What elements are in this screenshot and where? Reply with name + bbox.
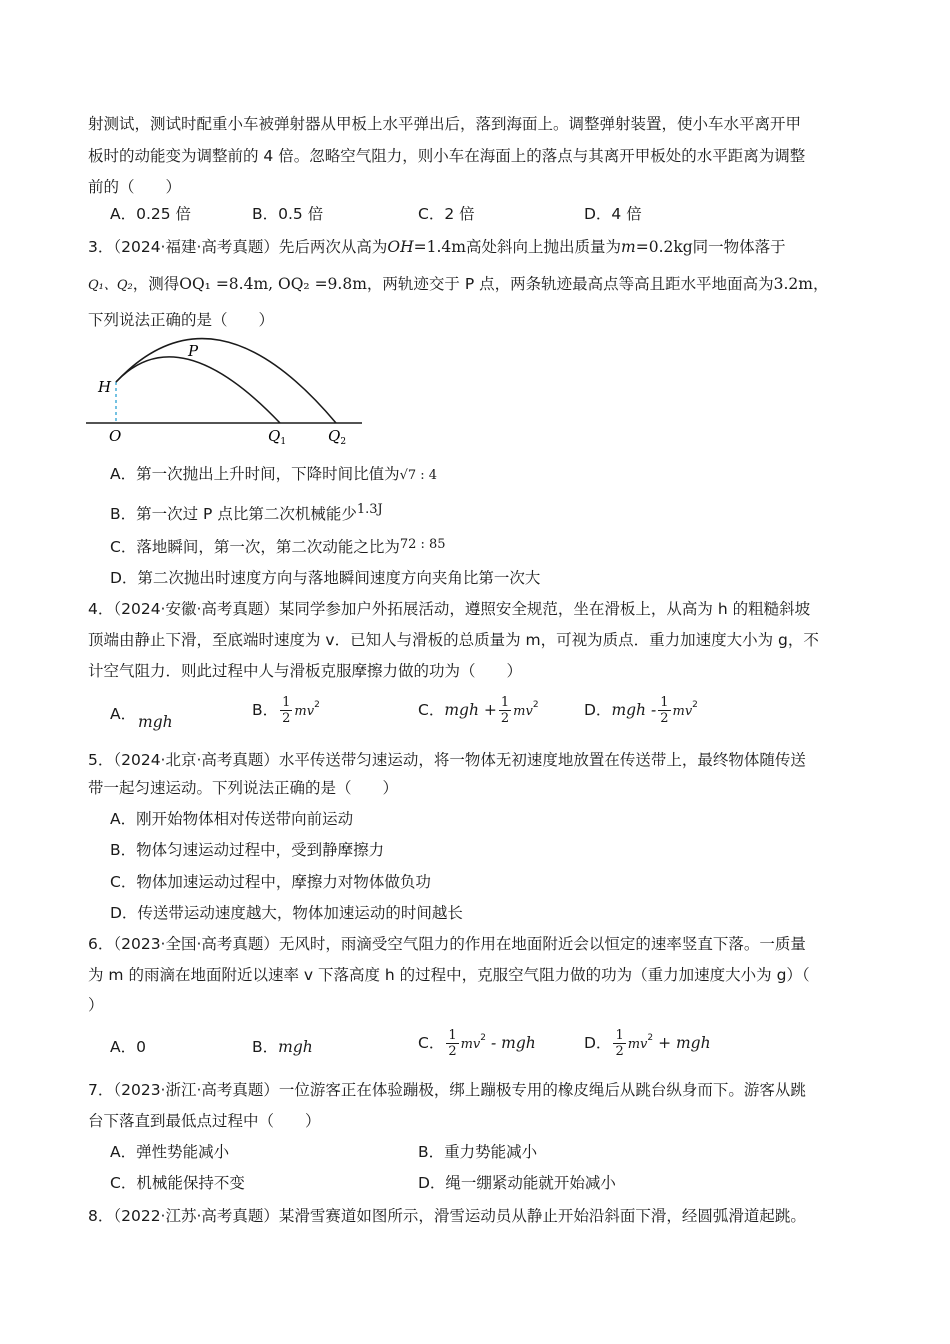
trajectory-1 bbox=[116, 357, 280, 423]
q7-option-a: A．弹性势能减小 bbox=[110, 1143, 230, 1161]
q3-option-c: C．落地瞬间，第一次，第二次动能之比为$^{72 : 85}$ bbox=[110, 537, 446, 556]
q5-stem-line2: 带一起匀速运动。下列说法正确的是（ ） bbox=[88, 779, 399, 797]
q2-option-b: B．0.5 倍 bbox=[252, 205, 324, 223]
q4-option-a: A． bbox=[110, 705, 137, 723]
trajectory-2 bbox=[116, 339, 336, 423]
q5-option-c: C．物体加速运动过程中，摩擦力对物体做负功 bbox=[110, 873, 431, 891]
q3-oq-expr: OQ₁ =8.4m, OQ₂ =9.8m bbox=[179, 275, 367, 293]
q4-option-a-value: mgh bbox=[138, 713, 173, 731]
q4-option-b: B． $\frac{1}{2}$ $mv^2$ bbox=[252, 695, 320, 726]
q6-option-a: A．0 bbox=[110, 1038, 146, 1056]
q4-stem-line1: 4．（2024·安徽·高考真题）某同学参加户外拓展活动，遵照安全规范，坐在滑板上，从高为 h 的粗糙斜坡 bbox=[88, 600, 811, 618]
q3-oh: OH bbox=[387, 238, 414, 256]
q6-stem-line1: 6．（2023·全国·高考真题）无风时，雨滴受空气阻力的作用在地面附近会以恒定的速率竖直下落。一质量 bbox=[88, 935, 806, 953]
label-P: P bbox=[188, 342, 199, 360]
q4-option-d: D．mgh - $\frac{1}{2}$ $mv^2$ bbox=[584, 695, 698, 726]
q6-option-b: B．mgh bbox=[252, 1038, 313, 1056]
q3-trajectory-figure bbox=[86, 336, 366, 448]
q4-stem-line2: 顶端由静止下滑，至底端时速度为 v．已知人与滑板的总质量为 m，可视为质点．重力加速度大小为 g，不 bbox=[88, 631, 819, 649]
q3-stem-line3: 下列说法正确的是（ ） bbox=[88, 311, 275, 329]
label-Q1: $Q_1$ bbox=[268, 427, 287, 447]
q2-option-a: A．0.25 倍 bbox=[110, 205, 192, 223]
q6-stem-line2: 为 m 的雨滴在地面附近以速率 v 下落高度 h 的过程中，克服空气阻力做的功为（重力加速度大小为 g）（ bbox=[88, 966, 810, 984]
q7-stem-line1: 7．（2023·浙江·高考真题）一位游客正在体验蹦极，绑上蹦极专用的橡皮绳后从跳台纵身而下。游客从跳 bbox=[88, 1081, 806, 1099]
q5-stem-line1: 5．（2024·北京·高考真题）水平传送带匀速运动，将一物体无初速度地放置在传送带上，最终物体随传送 bbox=[88, 751, 806, 769]
q3-stem-line2: Q₁、Q₂，测得OQ₁ =8.4m, OQ₂ =9.8m，两轨迹交于 P 点，两条轨迹最高点等高且距水平地面高为3.2m， bbox=[88, 275, 829, 293]
q2-text-line1: 射测试，测试时配重小车被弹射器从甲板上水平弹出后，落到海面上。调整弹射装置，使小车水平离开甲 bbox=[88, 115, 802, 133]
q7-option-d: D．绳一绷紧动能就开始减小 bbox=[418, 1174, 616, 1192]
label-Q2: $Q_2$ bbox=[328, 427, 347, 447]
label-H: H bbox=[98, 378, 112, 396]
q4-option-c: C．mgh + $\frac{1}{2}$ $mv^2$ bbox=[418, 695, 539, 726]
q7-option-b: B．重力势能减小 bbox=[418, 1143, 538, 1161]
q5-option-d: D．传送带运动速度越大，物体加速运动的时间越长 bbox=[110, 904, 463, 922]
q2-text-line3: 前的（ ） bbox=[88, 178, 182, 196]
q6-option-d: D． $\frac{1}{2}$ $mv^2$ + mgh bbox=[584, 1028, 711, 1059]
label-O: O bbox=[109, 427, 122, 445]
q3-option-a: A．第一次抛出上升时间，下降时间比值为√7 : 4 bbox=[110, 465, 438, 483]
q8-stem-line1: 8．（2022·江苏·高考真题）某滑雪赛道如图所示，滑雪运动员从静止开始沿斜面下滑，经圆弧滑道起跳。 bbox=[88, 1207, 806, 1225]
q2-option-c: C．2 倍 bbox=[418, 205, 475, 223]
q3-stem-line1: 3．（2024·福建·高考真题）先后两次从高为OH=1.4m高处斜向上抛出质量为m=0.2kg同一物体落于 bbox=[88, 238, 786, 256]
q6-stem-line3: ） bbox=[88, 996, 104, 1014]
q7-stem-line2: 台下落直到最低点过程中（ ） bbox=[88, 1112, 321, 1130]
q5-option-b: B．物体匀速运动过程中，受到静摩擦力 bbox=[110, 841, 385, 859]
q3-option-b: B．第一次过 P 点比第二次机械能少$^{1.3J}$ bbox=[110, 502, 383, 523]
q5-option-a: A．刚开始物体相对传送带向前运动 bbox=[110, 810, 354, 828]
q2-option-d: D．4 倍 bbox=[584, 205, 642, 223]
q6-option-c: C． $\frac{1}{2}$ $mv^2$ - mgh bbox=[418, 1028, 536, 1059]
q3-option-d: D．第二次抛出时速度方向与落地瞬间速度方向夹角比第一次大 bbox=[110, 569, 541, 587]
q2-text-line2: 板时的动能变为调整前的 4 倍。忽略空气阻力，则小车在海面上的落点与其离开甲板处的水平距离为调整 bbox=[88, 147, 806, 165]
q4-stem-line3: 计空气阻力．则此过程中人与滑板克服摩擦力做的功为（ ） bbox=[88, 662, 523, 680]
q7-option-c: C．机械能保持不变 bbox=[110, 1174, 245, 1192]
